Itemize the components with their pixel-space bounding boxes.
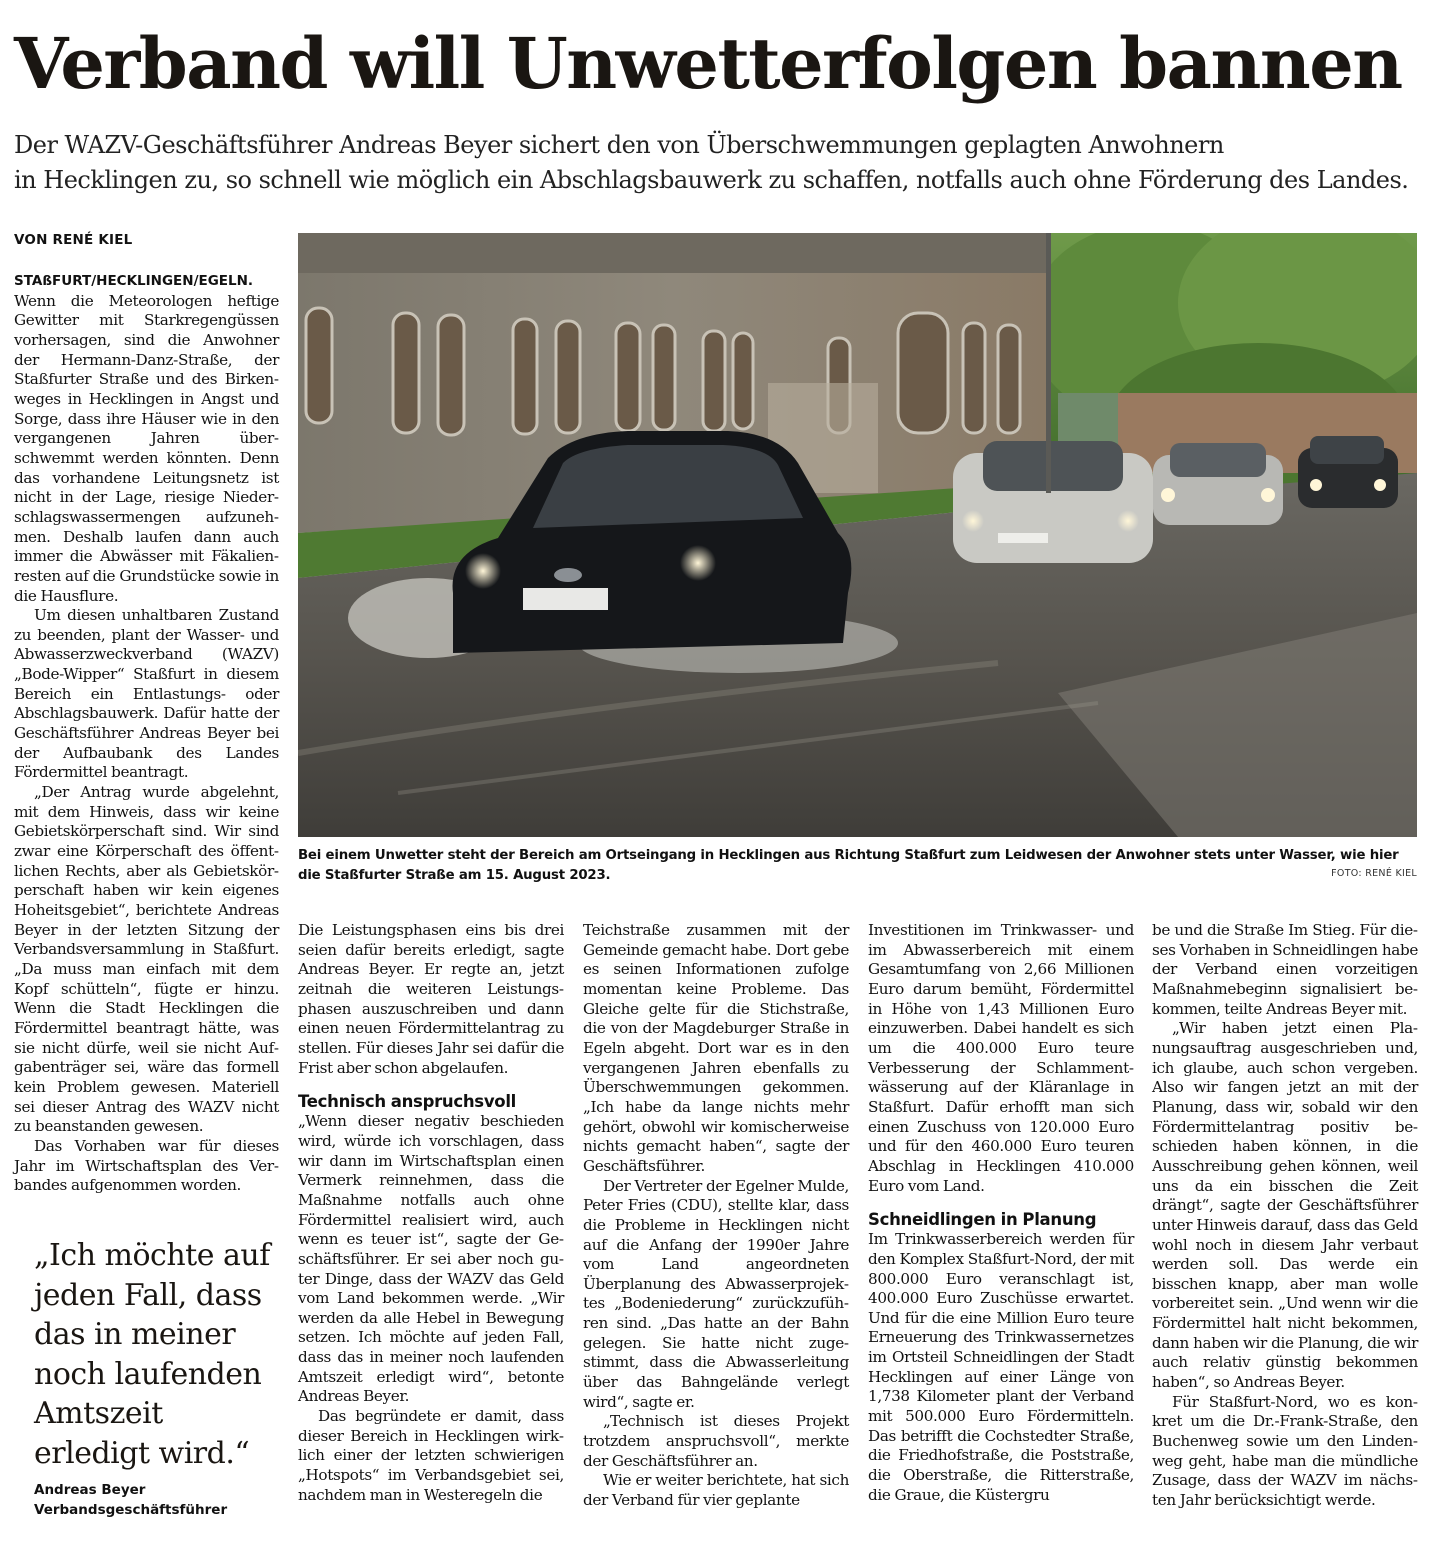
paragraph: Wie er weiter berichtete, hat sich der Verband für vier geplante bbox=[583, 1471, 849, 1510]
pull-quote-attribution bbox=[34, 1480, 227, 1520]
article-photo bbox=[298, 233, 1417, 837]
car-silver bbox=[953, 441, 1153, 563]
headline: Verband will Unwetterfolgen bannen bbox=[14, 22, 1402, 105]
paragraph: Wenn die Meteorologen heftige Gewitter mit Starkregengüssen vorhersagen, sind die Anwohner der Hermann-Danz-Straße, der Staßfurter Straße und des Birkenweges in Hecklingen in Angst und Sorge, dass ihre Häuser wie in den vergangenen Jahren überschwemmt werden könnten. Denn das vorhandene Leitungsnetz ist nicht in der Lage, riesige Niederschlagswassermengen aufzunehmen. Deshalb laufen dann auch immer die Abwässer mit Fäkalienresten auf die Grundstücke sowie in die Hausflure. bbox=[14, 291, 279, 605]
car-far bbox=[1298, 436, 1398, 508]
subheadline-line-1: Der WAZV-Geschäftsführer Andreas Beyer sichert den von Überschwemmungen geplagten Anwohnern bbox=[14, 131, 1224, 159]
dateline: STAßFURT/HECKLINGEN/EGELN. bbox=[14, 273, 254, 289]
photo-credit: FOTO: RENÉ KIEL bbox=[1331, 868, 1417, 879]
paragraph: Für Staßfurt-Nord, wo es konkret um die Dr.-Frank-Straße, den Buchenweg sowie um den Lindenweg geht, habe man die mündliche Zusage, dass der WAZV im nächsten Jahr berücksichtigt werde. bbox=[1152, 1392, 1418, 1510]
flooded-street-photo bbox=[298, 233, 1417, 837]
paragraph: Um diesen unhaltbaren Zustand zu beenden, plant der Wasser- und Abwasserzweckverband (WAZV) „Bode-Wipper“ Staßfurt in diesem Bereich ein Entlastungs- oder Abschlagsbauwerk. Dafür hatte der Geschäftsführer Andreas Beyer bei der Aufbaubank des Landes Fördermittel beantragt. bbox=[14, 606, 279, 782]
section-subheading: Schneidlingen in Planung bbox=[868, 1210, 1097, 1230]
paragraph: Der Vertreter der Egelner Mulde, Peter Fries (CDU), stellte klar, dass die Probleme in Hecklingen nicht auf die Anfang der 1990er Jahre vom Land angeordneten Überplanung des Abwasserprojektes „Bodeniederung“ zurückzuführen sind. „Das hatte an der Bahn gelegen. Sie hatte nicht zugestimmt, dass die Abwasserleitung über das Bahngelände verlegt wird“, sagte er. bbox=[583, 1176, 849, 1411]
car-middle bbox=[1153, 443, 1283, 525]
pull-quote-role: Verbandsgeschäftsführer bbox=[34, 1502, 228, 1518]
pull-quote-line: „Ich möchte auf bbox=[34, 1238, 270, 1273]
article-column-3 bbox=[583, 921, 849, 1511]
pull-quote-line: Amtszeit bbox=[34, 1396, 163, 1432]
subheadline bbox=[14, 128, 1419, 198]
paragraph: Das Vorhaben war für dieses Jahr im Wirtschaftsplan des Verbandes aufgenommen worden. bbox=[14, 1136, 279, 1195]
paragraph: Die Leistungsphasen eins bis drei seien dafür bereits erledigt, sagte Andreas Beyer. Er regte an, jetzt zeitnah die weiteren Leistungsphasen auszuschreiben und dann einen neuen Fördermittelantrag zu stellen. Für dieses Jahr sei dafür die Frist aber schon abgelaufen. bbox=[298, 921, 564, 1077]
paragraph: Investitionen im Trinkwasser- und im Abwasserbereich mit einem Gesamtumfang von 2,66 Millionen Euro darum bemüht, Fördermittel in Höhe von 1,43 Millionen Euro einzuwerben. Dabei handelt es sich um die 400.000 Euro teure Verbesserung der Schlammentwässerung auf der Kläranlage in Staßfurt. Dafür erhofft man sich einen Zuschuss von 120.000 Euro und für den 460.000 Euro teuren Abschlag in Hecklingen 410.000 Euro vom Land. bbox=[868, 921, 1134, 1195]
article-column-1 bbox=[14, 272, 279, 1196]
pull-quote-line: noch laufenden bbox=[34, 1356, 262, 1392]
article-column-5 bbox=[1152, 921, 1418, 1511]
pull-quote-line: erledigt wird.“ bbox=[34, 1435, 250, 1471]
article-column-4 bbox=[868, 921, 1134, 1505]
paragraph: „Der Antrag wurde abgelehnt, mit dem Hinweis, dass wir keine Gebietskörperschaft sind. Wir sind zwar eine Körperschaft des öffentlichen Rechts, aber als Gebietskörperschaft haben wir kein eigenes Hoheitsgebiet“, berichtete Andreas Beyer in der letzten Sitzung der Verbandsversammlung in Staßfurt. „Da muss man einfach mit dem Kopf schütteln“, fügte er hinzu. Wenn die Stadt Hecklingen die Fördermittel beantragt hätte, was sie nicht dürfe, weil sie nicht Aufgabenträger sei, wäre das formell kein Problem gewesen. Materiell sei dieser Antrag des WAZV nicht zu beanstanden gewesen. bbox=[14, 783, 279, 1136]
photo-caption: Bei einem Unwetter steht der Bereich am Ortseingang in Hecklingen aus Richtung Staßfurt zum Leidwesen der Anwohner stets unter Wasser, wie hier die Staßfurter Straße am 15. August 2023. bbox=[298, 848, 1399, 883]
byline: VON RENÉ KIEL bbox=[14, 232, 133, 248]
subheadline-line-2: in Hecklingen zu, so schnell wie möglich ein Abschlagsbauwerk zu schaffen, notfalls auch ohne Förderung des Landes. bbox=[14, 166, 1409, 194]
pull-quote bbox=[34, 1236, 274, 1474]
article-column-2 bbox=[298, 921, 564, 1505]
paragraph: „Technisch ist dieses Projekt trotzdem anspruchsvoll“, merkte der Geschäftsführer an. bbox=[583, 1412, 849, 1470]
section-subheading: Technisch anspruchsvoll bbox=[298, 1092, 517, 1112]
paragraph: Im Trinkwasserbereich werden für den Komplex Staßfurt-Nord, der mit 800.000 Euro veranschlagt ist, 400.000 Euro Zuschüsse erwartet. Und für die eine Million Euro teure Erneuerung des Trinkwassernetzes im Ortsteil Schneidlingen der Stadt Hecklingen auf einer Länge von 1,738 Kilometer plant der Verband mit 500.000 Euro Fördermitteln. Das betrifft die Cochstedter Straße, die Friedhofstraße, die Poststraße, die Oberstraße, die Ritterstraße, die Graue, die Küstergru bbox=[868, 1230, 1134, 1504]
pull-quote-line: das in meiner bbox=[34, 1317, 236, 1353]
paragraph: be und die Straße Im Stieg. Für dieses Vorhaben in Schneidlingen habe der Verband einen vorzeitigen Maßnahmebeginn signalisiert bekommen, teilte Andreas Beyer mit. bbox=[1152, 921, 1418, 1018]
paragraph: Teichstraße zusammen mit der Gemeinde gemacht habe. Dort gebe es seinen Informationen zufolge momentan keine Probleme. Das Gleiche gelte für die Stichstraße, die von der Magdeburger Straße in Egeln abgeht. Dort war es in den vergangenen Jahren ebenfalls zu Überschwemmungen gekommen. „Ich habe da lange nichts mehr gehört, obwohl wir komischerweise nichts gemacht haben“, sagte der Geschäftsführer. bbox=[583, 921, 849, 1175]
paragraph: „Wenn dieser negativ beschieden wird, würde ich vorschlagen, dass wir dann im Wirtschaftsplan einen Vermerk reinnehmen, dass die Maßnahme notfalls auch ohne Fördermittel realisiert wird, auch wenn es teuer ist“, sagte der Geschäftsführer. Er sei aber noch guter Dinge, dass der WAZV das Geld vom Land bekommen werde. „Wir werden da alle Hebel in Bewegung setzen. Ich möchte auf jeden Fall, dass das in meiner noch laufenden Amtszeit erledigt wird“, betonte Andreas Beyer. bbox=[298, 1112, 564, 1406]
paragraph: Das begründete er damit, dass dieser Bereich in Hecklingen wirklich einer der letzten schwierigen „Hotspots“ im Verbandsgebiet sei, nachdem man in Westeregeln die bbox=[298, 1407, 564, 1504]
pull-quote-line: jeden Fall, dass bbox=[34, 1277, 262, 1313]
pull-quote-author: Andreas Beyer bbox=[34, 1482, 146, 1498]
paragraph: „Wir haben jetzt einen Planungsauftrag ausgeschrieben und, ich glaube, auch schon vergeben. Also wir fangen jetzt an mit der Planung, dass wir, sobald wir den Fördermittelantrag positiv beschieden haben können, in die Ausschreibung gehen können, weil uns da ein bisschen die Zeit drängt“, sagte der Geschäftsführer unter Hinweis darauf, dass das Geld wohl noch in diesem Jahr verbaut werden soll. Das werde ein bisschen knapp, aber man wolle vorbereitet sein. „Und wenn wir die Fördermittel halt nicht bekommen, dann haben wir die Planung, die wir auch relativ günstig bekommen haben“, so Andreas Beyer. bbox=[1152, 1019, 1418, 1392]
